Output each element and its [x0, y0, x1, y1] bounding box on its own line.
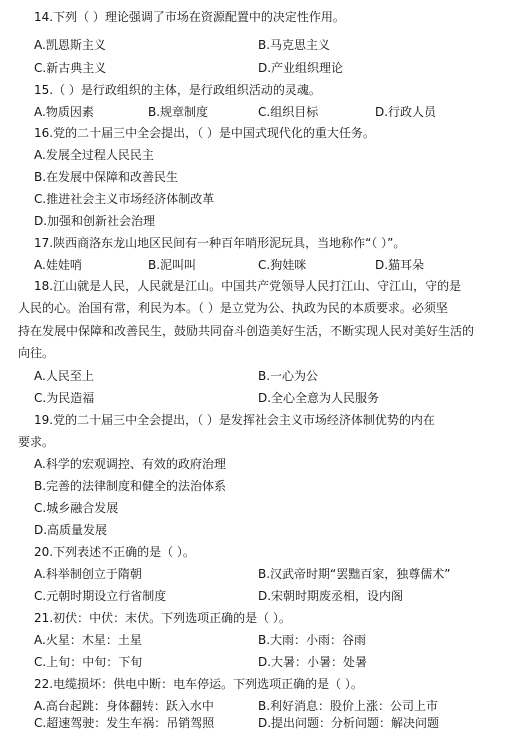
question-18-option-c: C.为民造福: [34, 391, 95, 405]
question-18-line-2: 人民的心。治国有常，利民为本。（ ）是立党为公、执政为民的本质要求。必须坚: [18, 301, 448, 315]
question-20-option-d: D.宋朝时期废丞相，设内阁: [258, 589, 404, 603]
question-14-option-a: A.凯恩斯主义: [34, 38, 106, 52]
question-15-option-d: D.行政人员: [375, 105, 437, 119]
question-21-option-b: B.大雨：小雨：谷雨: [258, 633, 367, 647]
question-19-option-b: B.完善的法律制度和健全的法治体系: [34, 479, 227, 493]
question-15-option-b: B.规章制度: [148, 105, 209, 119]
question-17-option-b: B.泥叫叫: [148, 258, 197, 272]
question-18-option-a: A.人民至上: [34, 369, 94, 383]
question-16-stem: 16.党的二十届三中全会提出，（ ）是中国式现代化的重大任务。: [34, 126, 375, 140]
question-21-option-d: D.大暑：小暑：处暑: [258, 655, 368, 669]
question-14-stem: 14.下列（ ）理论强调了市场在资源配置中的决定性作用。: [34, 10, 345, 24]
question-16-option-a: A.发展全过程人民民主: [34, 148, 154, 162]
question-21-option-c: C.上旬：中旬：下旬: [34, 655, 143, 669]
question-22-option-c: C.超速驾驶：发生车祸：吊销驾照: [34, 716, 215, 730]
question-20-option-a: A.科举制创立于隋朝: [34, 567, 142, 581]
question-19-option-a: A.科学的宏观调控、有效的政府治理: [34, 457, 226, 471]
question-20-option-c: C.元朝时期设立行省制度: [34, 589, 167, 603]
question-19-line-2: 要求。: [18, 435, 55, 449]
question-17-stem: 17.陕西商洛东龙山地区民间有一种百年哨形泥玩具，当地称作“（ ）”。: [34, 236, 406, 250]
question-22-option-b: B.利好消息：股价上涨：公司上市: [258, 699, 439, 713]
question-20-option-b: B.汉武帝时期“罢黜百家，独尊儒术”: [258, 567, 451, 581]
question-15-stem: 15.（ ）是行政组织的主体，是行政组织活动的灵魂。: [34, 83, 321, 97]
question-16-option-b: B.在发展中保障和改善民生: [34, 170, 179, 184]
question-15-option-a: A.物质因素: [34, 105, 94, 119]
question-14-option-c: C.新古典主义: [34, 61, 107, 75]
question-17-option-a: A.娃娃哨: [34, 258, 82, 272]
question-17-option-c: C.狗娃咪: [258, 258, 307, 272]
question-14-option-b: B.马克思主义: [258, 38, 331, 52]
question-14-option-d: D.产业组织理论: [258, 61, 344, 75]
question-18-line-3: 持在发展中保障和改善民生，鼓励共同奋斗创造美好生活，不断实现人民对美好生活的: [18, 324, 475, 338]
question-19-option-c: C.城乡融合发展: [34, 501, 119, 515]
question-18-line-4: 向往。: [18, 346, 55, 360]
question-16-option-c: C.推进社会主义市场经济体制改革: [34, 192, 215, 206]
question-16-option-d: D.加强和创新社会治理: [34, 214, 156, 228]
question-21-stem: 21.初伏：中伏：末伏。下列选项正确的是（ ）。: [34, 611, 291, 625]
question-18-line-1: 18.江山就是人民，人民就是江山。中国共产党领导人民打江山、守江山，守的是: [34, 279, 462, 293]
question-15-option-c: C.组织目标: [258, 105, 319, 119]
question-19-line-1: 19.党的二十届三中全会提出，（ ）是发挥社会主义市场经济体制优势的内在: [34, 413, 435, 427]
question-22-option-d: D.提出问题：分析问题：解决问题: [258, 716, 440, 730]
question-21-option-a: A.火星：木星：土星: [34, 633, 142, 647]
question-22-option-a: A.高台起跳：身体翻转：跃入水中: [34, 699, 214, 713]
question-17-option-d: D.猫耳朵: [375, 258, 425, 272]
question-20-stem: 20.下列表述不正确的是（ ）。: [34, 545, 195, 559]
question-18-option-d: D.全心全意为人民服务: [258, 391, 380, 405]
question-18-option-b: B.一心为公: [258, 369, 319, 383]
question-22-stem: 22.电缆损坏：供电中断：电车停运。下列选项正确的是（ ）。: [34, 677, 363, 691]
question-19-option-d: D.高质量发展: [34, 523, 108, 537]
